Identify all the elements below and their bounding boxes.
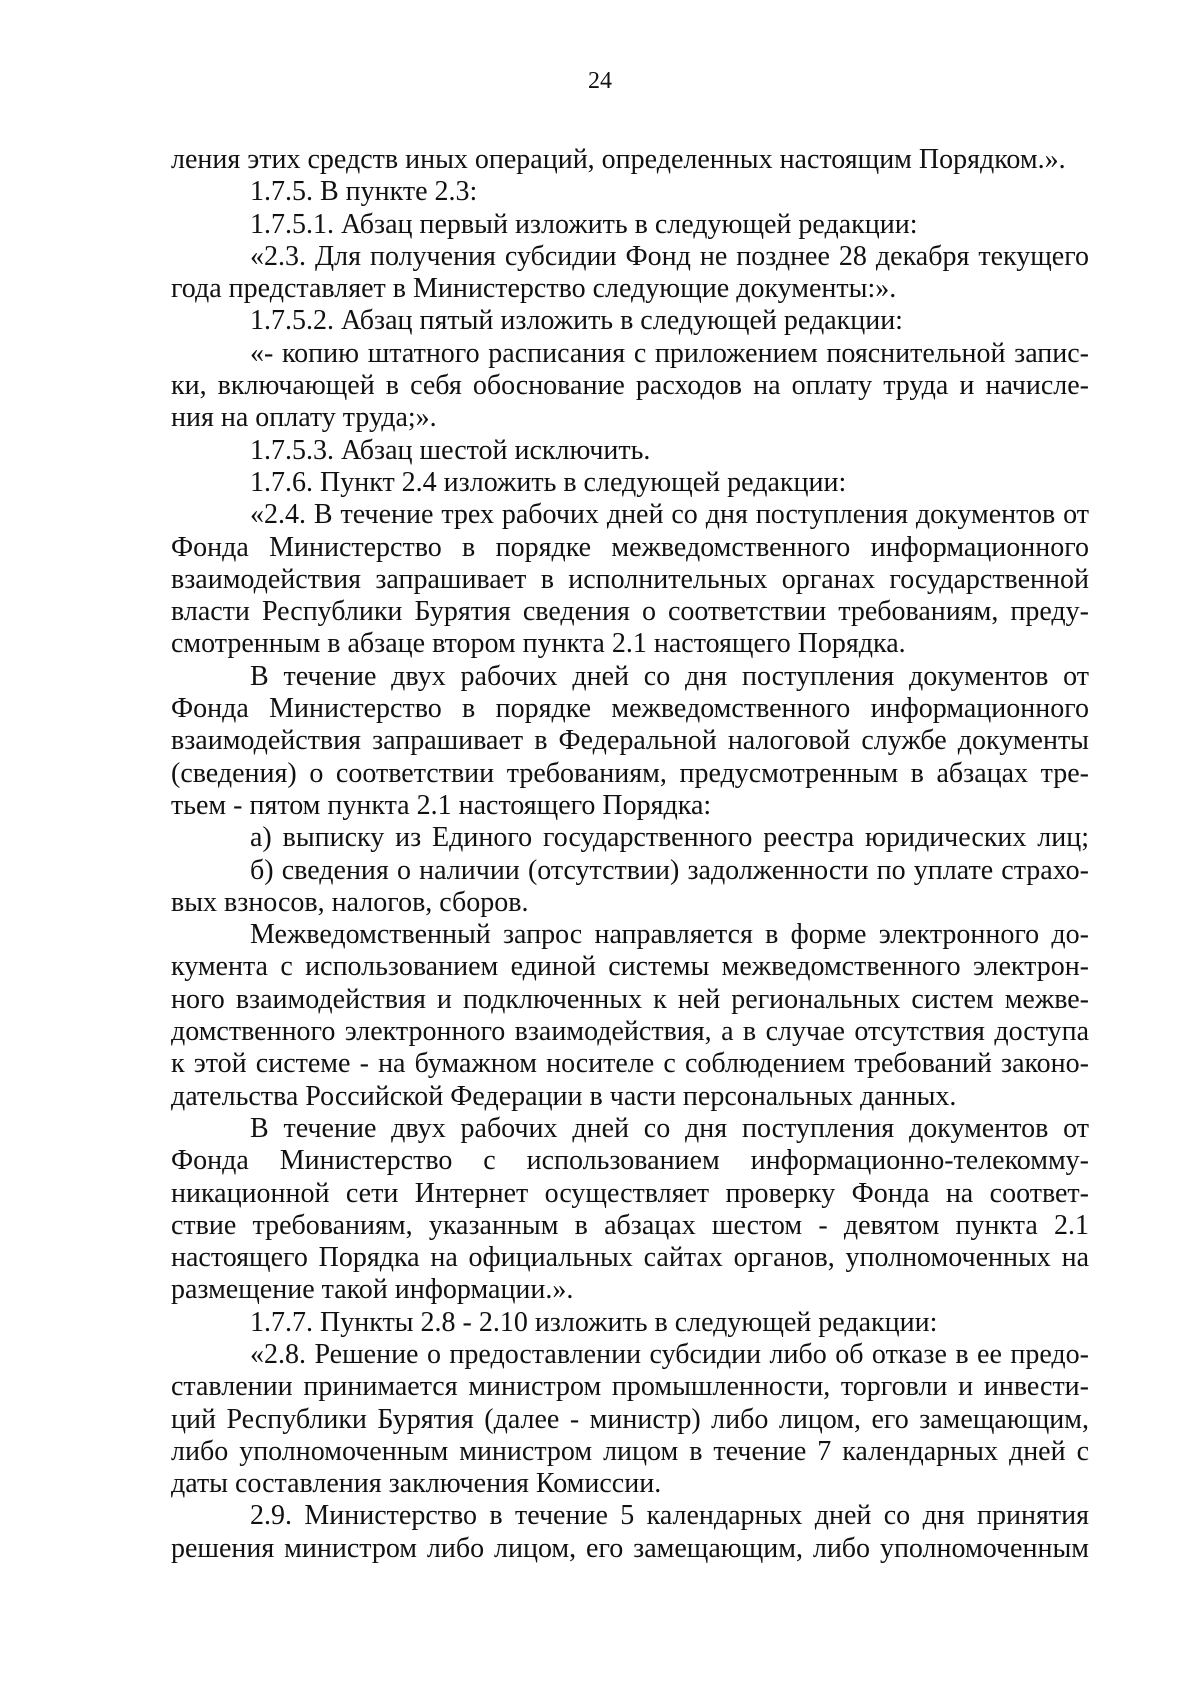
text-line: года представляет в Министерство следующие документы:». <box>171 273 897 305</box>
text-line: ного взаимодействия и подключенных к ней региональных систем межве- <box>171 983 1089 1015</box>
text-line: «- копию штатного расписания с приложением пояснительной запис- <box>250 337 1089 369</box>
text-line: решения министром либо лицом, его замещающим, либо уполномоченным <box>171 1532 1089 1564</box>
text-line: домственного электронного взаимодействия, а в случае отсутствия доступа <box>171 1016 1089 1048</box>
text-line: б) сведения о наличии (отсутствии) задолженности по уплате страхо- <box>250 854 1089 886</box>
text-line: ния на оплату труда;». <box>171 402 437 434</box>
text-line: к этой системе - на бумажном носителе с соблюдением требований законо- <box>171 1048 1089 1080</box>
text-line: ствие требованиям, указанным в абзацах шестом - девятом пункта 2.1 <box>171 1209 1089 1241</box>
text-line: 1.7.5.2. Абзац пятый изложить в следующей редакции: <box>250 305 903 337</box>
text-line: ки, включающей в себя обоснование расходов на оплату труда и начисле- <box>171 370 1089 402</box>
text-line: (сведения) о соответствии требованиям, предусмотренным в абзацах тре- <box>171 757 1089 789</box>
text-line: «2.8. Решение о предоставлении субсидии либо об отказе в ее предо- <box>250 1338 1089 1370</box>
text-line: ций Республики Бурятия (далее - министр) либо лицом, его замещающим, <box>171 1403 1089 1435</box>
text-line: 1.7.5. В пункте 2.3: <box>250 176 478 208</box>
text-line: настоящего Порядка на официальных сайтах органов, уполномоченных на <box>171 1242 1089 1274</box>
text-line: В течение двух рабочих дней со дня поступления документов от <box>250 1112 1089 1144</box>
text-line: Межведомственный запрос направляется в форме электронного до- <box>250 919 1089 951</box>
text-line: ставлении принимается министром промышленности, торговли и инвести- <box>171 1371 1089 1403</box>
text-line: Фонда Министерство в порядке межведомственного информационного <box>171 531 1089 563</box>
text-line: «2.4. В течение трех рабочих дней со дня поступления документов от <box>250 499 1089 531</box>
text-line: тьем - пятом пункта 2.1 настоящего Порядка: <box>171 789 712 821</box>
text-line: кумента с использованием единой системы межведомственного электрон- <box>171 951 1089 983</box>
page-number: 24 <box>588 68 612 94</box>
text-line: дательства Российской Федерации в части персональных данных. <box>171 1080 957 1112</box>
text-line: взаимодействия запрашивает в Федеральной налоговой службе документы <box>171 725 1089 757</box>
document-body <box>171 144 1089 1565</box>
text-line: «2.3. Для получения субсидии Фонд не позднее 28 декабря текущего <box>250 240 1089 272</box>
text-line: 1.7.5.3. Абзац шестой исключить. <box>250 434 651 466</box>
text-line: 1.7.5.1. Абзац первый изложить в следующей редакции: <box>250 208 918 240</box>
text-line: 1.7.7. Пункты 2.8 - 2.10 изложить в следующей редакции: <box>250 1306 938 1338</box>
text-line: ления этих средств иных операций, определенных настоящим Порядком.». <box>171 144 1066 175</box>
text-line: размещение такой информации.». <box>171 1274 574 1306</box>
text-line: смотренным в абзаце втором пункта 2.1 настоящего Порядка. <box>171 628 906 660</box>
text-line: никационной сети Интернет осуществляет проверку Фонда на соответ- <box>171 1177 1089 1209</box>
text-line: Фонда Министерство с использованием информационно-телекомму- <box>171 1145 1089 1177</box>
text-line: власти Республики Бурятия сведения о соответствии требованиям, преду- <box>171 596 1089 628</box>
text-line: а) выписку из Единого государственного реестра юридических лиц; <box>250 822 1089 854</box>
text-line: даты составления заключения Комиссии. <box>171 1468 662 1500</box>
text-line: 1.7.6. Пункт 2.4 изложить в следующей редакции: <box>250 466 847 498</box>
text-line: В течение двух рабочих дней со дня поступления документов от <box>250 660 1089 692</box>
text-line: взаимодействия запрашивает в исполнительных органах государственной <box>171 563 1089 595</box>
text-line: либо уполномоченным министром лицом в течение 7 календарных дней с <box>171 1435 1089 1467</box>
text-line: Фонда Министерство в порядке межведомственного информационного <box>171 693 1089 725</box>
text-line: 2.9. Министерство в течение 5 календарных дней со дня принятия <box>250 1500 1089 1532</box>
text-line: вых взносов, налогов, сборов. <box>171 886 529 918</box>
